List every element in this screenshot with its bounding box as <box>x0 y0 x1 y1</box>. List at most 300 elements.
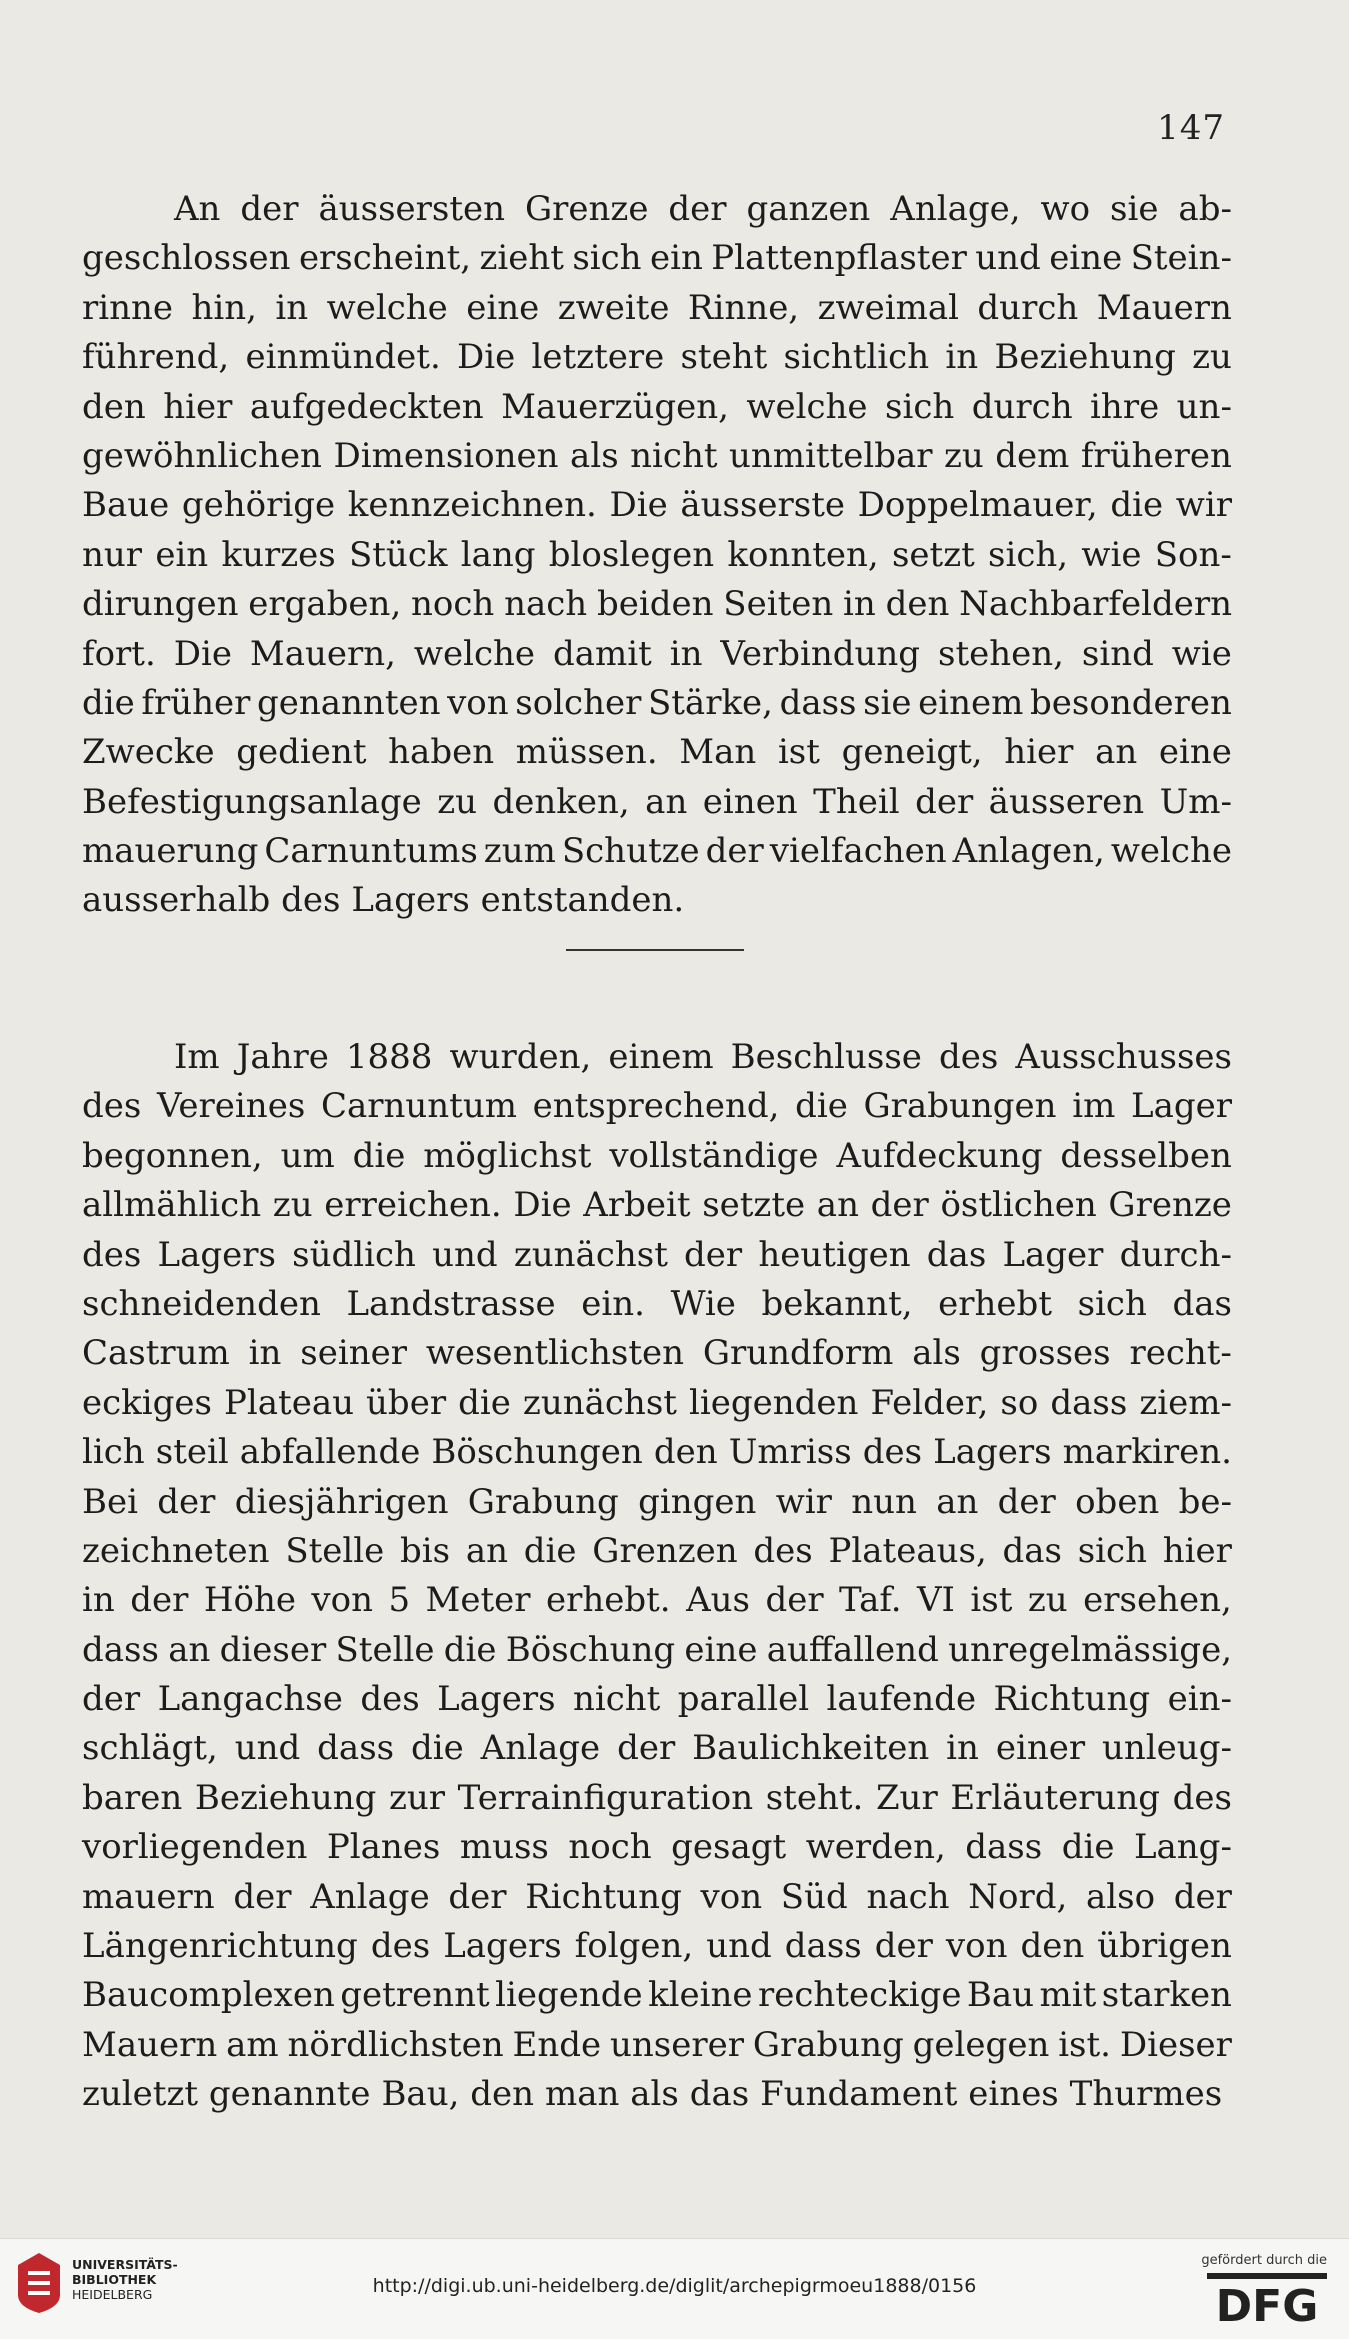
word: Die <box>513 1185 572 1226</box>
word: Ausschusses <box>1015 1037 1232 1077</box>
word: einmündet. <box>245 337 441 378</box>
word: Erläuterung <box>950 1777 1161 1818</box>
word: ist <box>970 1580 1013 1621</box>
page-number: 147 <box>1157 108 1225 148</box>
word: durch <box>971 386 1073 427</box>
word: sind <box>1081 633 1154 674</box>
word: letztere <box>531 337 665 378</box>
word: das <box>1002 1530 1062 1571</box>
word: dem <box>995 435 1070 476</box>
word: wir <box>1175 485 1232 526</box>
word: Befestigungsanlage <box>82 781 422 822</box>
word: Fundament <box>760 2074 958 2115</box>
word: hin, <box>191 287 257 328</box>
text-line <box>82 531 1232 580</box>
text-line <box>82 1329 1232 1378</box>
word: Beziehung <box>194 1777 377 1818</box>
word: die <box>795 1086 848 1127</box>
word: zu <box>272 1185 313 1226</box>
word: eckiges <box>82 1382 212 1423</box>
word: parallel <box>677 1679 810 1720</box>
word: dieser <box>219 1629 327 1670</box>
word: Lagers <box>443 1926 562 1967</box>
word: sich <box>572 238 642 279</box>
word: dass <box>317 1728 395 1769</box>
word: Langachse <box>157 1679 343 1720</box>
word: möglichst <box>423 1135 592 1176</box>
text-line <box>82 1132 1232 1181</box>
word: in <box>946 1728 979 1769</box>
word: des <box>360 1679 420 1720</box>
text-line <box>82 1082 1232 1131</box>
word: Dimensionen <box>333 435 559 476</box>
word: der <box>870 1185 929 1226</box>
dfg-logo-icon <box>1207 2273 1327 2327</box>
word: zu <box>1192 337 1232 378</box>
word: den <box>1020 1926 1085 1967</box>
text-line <box>82 827 1232 876</box>
word: und <box>706 1926 772 1967</box>
word: müssen. <box>515 732 658 773</box>
word: Beschlusse <box>730 1037 922 1077</box>
word: Längenrichtung <box>82 1926 358 1967</box>
word: Stelle <box>285 1530 385 1571</box>
word: der <box>915 781 974 822</box>
word: mauerung <box>82 831 259 872</box>
word: bloslegen <box>548 534 715 575</box>
word: steht. <box>765 1777 864 1818</box>
word: an <box>168 1629 211 1670</box>
word: Zur <box>875 1777 938 1818</box>
word: um <box>280 1135 335 1176</box>
word: Mauern <box>1096 287 1232 328</box>
word: Nachbarfeldern <box>959 584 1232 625</box>
word: konnten, <box>727 534 879 575</box>
word: als <box>630 2074 679 2115</box>
word: der <box>684 1234 743 1275</box>
word: kurzes <box>221 534 336 575</box>
word: Stein- <box>1130 238 1232 279</box>
word: Taf. <box>839 1580 902 1621</box>
text-line <box>82 234 1232 283</box>
word: rinne <box>82 287 174 328</box>
word: Schutze <box>561 831 700 872</box>
word: so <box>1000 1382 1039 1423</box>
word: geneigt, <box>841 732 983 773</box>
word: zu <box>1027 1580 1068 1621</box>
word: gewöhnlichen <box>82 435 322 476</box>
word: setzte <box>702 1185 806 1226</box>
word: vollständige <box>609 1135 819 1176</box>
word: Grabung <box>752 2024 904 2065</box>
word: von <box>700 1876 763 1917</box>
word: damit <box>552 633 652 674</box>
paragraph-2 <box>82 1033 1232 2120</box>
word: mit <box>1039 1975 1097 2016</box>
word: ersehen, <box>1083 1580 1232 1621</box>
word: Thurmes <box>1069 2074 1223 2115</box>
word: erhebt. <box>545 1580 671 1621</box>
word: Nord, <box>968 1876 1068 1917</box>
word: als <box>912 1333 961 1374</box>
word: übrigen <box>1097 1926 1232 1967</box>
text-line <box>82 1181 1232 1230</box>
word: Verbindung <box>720 633 921 674</box>
word: Plateau <box>224 1382 354 1423</box>
word: von <box>311 1580 373 1621</box>
word: mauern <box>82 1876 215 1917</box>
word: an <box>816 1185 859 1226</box>
word: vielfachen <box>769 831 947 872</box>
word: zuletzt <box>82 2074 199 2115</box>
text-line <box>82 728 1232 777</box>
word: zu <box>437 781 478 822</box>
word: Richtung <box>525 1876 682 1917</box>
word: Lagers <box>351 880 470 921</box>
word: Süd <box>780 1876 848 1917</box>
word: bis <box>400 1530 451 1571</box>
word: nach <box>866 1876 950 1917</box>
word: rechteckige <box>757 1975 962 2016</box>
word: Castrum <box>82 1333 230 1374</box>
word: eine <box>466 287 540 328</box>
word: baren <box>82 1777 183 1818</box>
word: der <box>130 1580 189 1621</box>
word: ergaben, <box>248 584 402 625</box>
word: Mauern, <box>249 633 396 674</box>
word: von <box>945 1926 1008 1967</box>
word: folgen, <box>574 1926 694 1967</box>
word: Lagers <box>157 1234 276 1275</box>
word: Bau, <box>381 2074 460 2115</box>
word: Aus <box>686 1580 750 1621</box>
word: Lager <box>1002 1234 1104 1275</box>
word: an <box>1095 732 1138 773</box>
word: un- <box>1176 386 1232 427</box>
word: der <box>82 1679 141 1720</box>
word: zieht <box>479 238 564 279</box>
text-line <box>82 876 1232 925</box>
word: stehen, <box>938 633 1064 674</box>
word: Plattenpflaster <box>711 238 967 279</box>
word: lich <box>82 1432 145 1473</box>
word: einen <box>702 781 798 822</box>
word: Lagers <box>437 1679 556 1720</box>
word: über <box>366 1382 447 1423</box>
word: abfallende <box>239 1432 421 1473</box>
word: Baulichkeiten <box>692 1728 930 1769</box>
word: Grenze <box>524 189 649 229</box>
word: als <box>570 435 619 476</box>
text-line <box>82 1823 1232 1872</box>
word: sich <box>885 386 955 427</box>
word: Umriss <box>728 1432 852 1473</box>
word: werden, <box>805 1827 946 1868</box>
word: 1888 <box>345 1037 433 1077</box>
word: auffallend <box>766 1629 939 1670</box>
text-line <box>82 1873 1232 1922</box>
word: Böschung <box>505 1629 676 1670</box>
word: starken <box>1101 1975 1232 2016</box>
word: die <box>1110 485 1164 526</box>
word: denken, <box>492 781 630 822</box>
word: nicht <box>572 1679 661 1720</box>
word: der <box>448 1876 507 1917</box>
text-line <box>82 1280 1232 1329</box>
word: der <box>1173 1876 1232 1917</box>
word: wesentlichsten <box>425 1333 684 1374</box>
word: der <box>157 1481 216 1522</box>
word: wie <box>1081 534 1142 575</box>
word: Lager <box>1130 1086 1232 1127</box>
word: Baucomplexen <box>82 1975 335 2016</box>
word: äussersten <box>318 189 506 229</box>
word: Lang- <box>1133 1827 1232 1868</box>
word: Stärke, <box>647 682 773 723</box>
page-url-link[interactable]: http://digi.ub.uni-heidelberg.de/diglit/archepigrmoeu1888/0156 <box>372 2275 977 2297</box>
word: im <box>1072 1086 1116 1127</box>
word: kleine <box>648 1975 753 2016</box>
word: Carnuntum <box>320 1086 517 1127</box>
word: ein. <box>581 1283 645 1324</box>
word: Baue <box>82 485 170 526</box>
word: erreichen. <box>324 1185 502 1226</box>
word: wir <box>775 1481 832 1522</box>
word: getrennt <box>340 1975 490 2016</box>
word: welche <box>1110 831 1232 872</box>
word: man <box>544 2074 620 2115</box>
word: Grabung <box>467 1481 619 1522</box>
text-line <box>82 2021 1232 2070</box>
word: Böschungen <box>431 1432 643 1473</box>
word: Planes <box>326 1827 441 1868</box>
word: Anlagen, <box>952 831 1105 872</box>
word: ist <box>777 732 820 773</box>
word: an <box>465 1530 509 1571</box>
word: gesagt <box>671 1827 787 1868</box>
text-line <box>82 1675 1232 1724</box>
word: Anlage, <box>890 189 1021 229</box>
word: der <box>705 831 764 872</box>
word: Bau <box>966 1975 1035 2016</box>
text-line <box>82 333 1232 382</box>
word: sich <box>1077 1530 1147 1571</box>
word: ab- <box>1178 189 1232 229</box>
word: und <box>975 238 1041 279</box>
word: die <box>1061 1827 1115 1868</box>
word: Zwecke <box>82 732 215 773</box>
word: die <box>523 1530 577 1571</box>
word: ziem- <box>1139 1382 1232 1423</box>
word: 5 <box>388 1580 411 1621</box>
word: in <box>82 1580 115 1621</box>
word: An <box>174 189 221 229</box>
word: laufende <box>826 1679 977 1720</box>
library-name-line-2: BIBLIOTHEK <box>72 2272 157 2287</box>
word: dass <box>784 1926 862 1967</box>
word: entstanden. <box>480 880 685 921</box>
text-line <box>82 185 1232 234</box>
word: des <box>281 880 341 921</box>
word: Die <box>457 337 516 378</box>
word: zweite <box>557 287 670 328</box>
word: Mauerzügen, <box>501 386 729 427</box>
word: Vereines <box>157 1086 306 1127</box>
text-line <box>82 1033 1232 1082</box>
word: unmittelbar <box>728 435 933 476</box>
word: Dieser <box>1119 2024 1232 2065</box>
word: setzt <box>891 534 975 575</box>
word: früheren <box>1080 435 1232 476</box>
word: geschlossen <box>82 238 291 279</box>
word: Theil <box>813 781 900 822</box>
word: Plateaus, <box>828 1530 987 1571</box>
word: ein <box>649 238 703 279</box>
word: besonderen <box>1030 682 1232 723</box>
word: dass <box>82 1629 159 1670</box>
word: also <box>1085 1876 1156 1917</box>
word: des <box>370 1926 431 1967</box>
word: heutigen <box>758 1234 911 1275</box>
word: den <box>653 1432 718 1473</box>
word: zunächst <box>513 1234 668 1275</box>
word: genannten <box>256 682 441 723</box>
word: Beziehung <box>994 337 1176 378</box>
word: gingen <box>638 1481 757 1522</box>
text-line <box>82 1724 1232 1773</box>
word: nördlichsten <box>287 2024 504 2065</box>
word: sich <box>1077 1283 1147 1324</box>
word: zeichneten <box>82 1530 270 1571</box>
word: noch <box>568 1827 652 1868</box>
word: Ende <box>512 2024 602 2065</box>
word: desselben <box>1060 1135 1232 1176</box>
word: führend, <box>82 337 230 378</box>
word: wo <box>1040 189 1091 229</box>
word: zum <box>483 831 556 872</box>
word: die <box>411 1728 464 1769</box>
word: ausserhalb <box>82 880 271 921</box>
word: ist. <box>1058 2024 1111 2065</box>
text-line <box>82 580 1232 629</box>
word: und <box>432 1234 498 1275</box>
word: nun <box>851 1481 917 1522</box>
library-name-line-1: UNIVERSITÄTS- <box>72 2257 178 2272</box>
word: eines <box>968 2074 1059 2115</box>
word: oben <box>1075 1481 1160 1522</box>
word: lang <box>460 534 536 575</box>
word: Die <box>609 485 668 526</box>
word: kennzeichnen. <box>347 485 597 526</box>
word: sich, <box>988 534 1069 575</box>
word: solcher <box>515 682 642 723</box>
word: einer <box>995 1728 1086 1769</box>
word: dirungen <box>82 584 239 625</box>
word: ein- <box>1167 1679 1232 1720</box>
word: zweimal <box>817 287 959 328</box>
word: des <box>82 1086 142 1127</box>
word: Bei <box>82 1481 138 1522</box>
word: einem <box>918 682 1024 723</box>
word: Son- <box>1154 534 1232 575</box>
word: der <box>668 189 727 229</box>
word: der <box>997 1481 1056 1522</box>
text-line <box>82 1626 1232 1675</box>
word: Lagers <box>933 1432 1052 1473</box>
word: den <box>885 584 950 625</box>
word: der <box>765 1580 824 1621</box>
word: äusserste <box>680 485 846 526</box>
word: unregelmässige, <box>948 1629 1232 1670</box>
word: östlichen <box>940 1185 1097 1226</box>
word: nur <box>82 534 143 575</box>
word: der <box>617 1728 676 1769</box>
word: des <box>1172 1777 1232 1818</box>
text-line <box>82 1527 1232 1576</box>
word: genannte <box>208 2074 371 2115</box>
word: erscheint, <box>298 238 472 279</box>
word: des <box>862 1432 923 1473</box>
word: markiren. <box>1062 1432 1232 1473</box>
word: Landstrasse <box>346 1283 556 1324</box>
word: der <box>240 189 299 229</box>
word: welche <box>746 386 868 427</box>
text-line <box>82 630 1232 679</box>
word: eine <box>1158 732 1232 773</box>
word: muss <box>459 1827 549 1868</box>
word: an <box>645 781 688 822</box>
word: an <box>936 1481 979 1522</box>
word: die <box>443 1629 497 1670</box>
word: erhebt <box>938 1283 1052 1324</box>
word: ihre <box>1090 386 1160 427</box>
word: einem <box>608 1037 714 1077</box>
text-line <box>82 481 1232 530</box>
word: Jahre <box>236 1037 329 1077</box>
word: Mauern <box>82 2024 218 2065</box>
word: seiner <box>300 1333 407 1374</box>
word: Richtung <box>993 1679 1151 1720</box>
word: in <box>945 337 979 378</box>
word: am <box>226 2024 279 2065</box>
word: den <box>82 386 146 427</box>
word: steht <box>680 337 768 378</box>
word: Stück <box>348 534 448 575</box>
word: in <box>275 287 309 328</box>
word: Im <box>174 1037 220 1077</box>
word: Rinne, <box>687 287 800 328</box>
word: nicht <box>630 435 718 476</box>
word: be- <box>1178 1481 1232 1522</box>
word: recht- <box>1129 1333 1232 1374</box>
word: schlägt, <box>82 1728 218 1769</box>
text-line <box>82 1971 1232 2020</box>
word: Arbeit <box>583 1185 691 1226</box>
word: haben <box>388 732 495 773</box>
word: das <box>689 2074 750 2115</box>
word: das <box>926 1234 987 1275</box>
word: vorliegenden <box>82 1827 308 1868</box>
word: steil <box>155 1432 229 1473</box>
word: sie <box>1110 189 1159 229</box>
word: dass <box>1050 1382 1128 1423</box>
word: gedient <box>236 732 367 773</box>
word: VI <box>916 1580 955 1621</box>
word: Seiten <box>723 584 834 625</box>
word: bekannt, <box>761 1283 913 1324</box>
word: begonnen, <box>82 1135 263 1176</box>
word: ein <box>155 534 209 575</box>
